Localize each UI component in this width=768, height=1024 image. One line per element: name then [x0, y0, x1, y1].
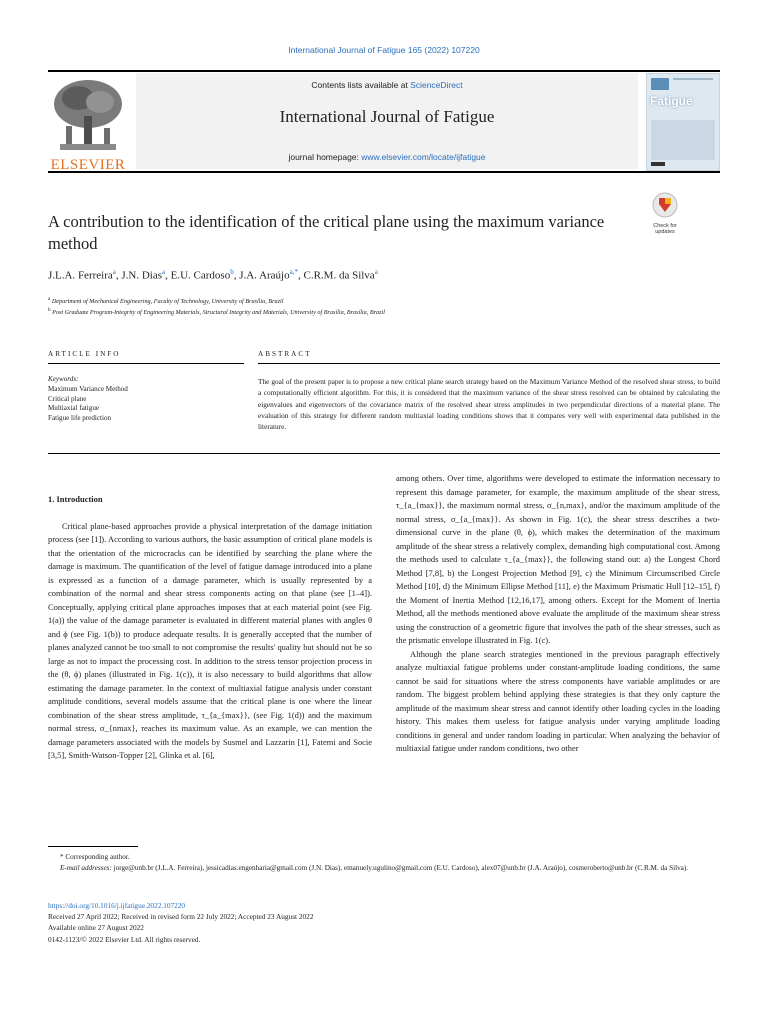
masthead-bottom-rule	[48, 171, 720, 173]
elsevier-logo	[48, 76, 128, 173]
affiliation-mark: b	[48, 307, 51, 313]
author-name: E.U. Cardoso	[170, 269, 231, 282]
journal-reference-link[interactable]: International Journal of Fatigue 165 (2022) 107220	[288, 45, 480, 55]
body-column-left	[48, 493, 372, 763]
check-for-updates-badge[interactable]	[648, 192, 682, 235]
publication-meta	[48, 900, 720, 945]
keyword-item: Fatigue life prediction	[48, 414, 112, 423]
article-info-heading: ARTICLE INFO	[48, 350, 121, 358]
abstract-text: The goal of the present paper is to propose a new critical plane search strategy based on the Maximum Variance Method of the resolved shear stress, to build a computationally efficient algorithm. For this, it is considered that the maximum variance of the shear stress resolved can be obtained by calculating the eigenvalues and eigenvectors of the covariance matrix of the resolved shear stress amplitudes in two perpendicular directions of a material plane. The evaluation of this strategy for different random multiaxial loading conditions shows that it compares very well with experimental data published in the literature.	[258, 377, 720, 432]
body-column-right	[396, 472, 720, 756]
affiliation-text: Department of Mechanical Engineering, Faculty of Technology, University of Brasília, Brazil	[51, 298, 284, 306]
journal-cover-thumbnail[interactable]	[646, 73, 720, 171]
email-addresses	[48, 863, 720, 874]
keyword-item: Critical plane	[48, 394, 87, 403]
available-online: Available online 27 August 2022	[48, 923, 144, 933]
check-updates-label: Check for updates	[653, 223, 677, 235]
masthead-top-rule	[48, 70, 720, 72]
contents-prefix: Contents lists available at	[311, 80, 411, 90]
contents-line	[136, 80, 638, 90]
cover-publisher-mark	[651, 162, 665, 166]
homepage-link[interactable]: www.elsevier.com/locate/ijfatigue	[361, 152, 486, 162]
cover-line	[673, 78, 713, 80]
author-name: J.L.A. Ferreira	[48, 269, 113, 282]
homepage-line	[136, 152, 638, 162]
body-paragraph: Critical plane-based approaches provide a physical interpretation of the damage initiation process (see [1]). According to various authors, the basic assumption of critical plane models is that the orientation of the microcracks can be identified by searching the plane where the damage is maximum. The quantification of the level of fatigue damage introduced into a plane is expressed as a function of a damage parameter, which is usually represented by a combination of the normal and shear stress components acting on that plane (see [1–4]). Conceptually, applying critical plane approaches imposes that at each material point (see Fig. 1(a)) the value of the damage parameter is evaluated in different material planes with angles θ and ϕ (see Fig. 1(b)) to produce adequate results. It is generally accepted that the number of planes analyzed cannot be too small to not compromise the results' quality but should not be so large as not to impact the processing cost. In addition to the stress tensor projection process in the (θ, ϕ) planes (illustrated in Fig. 1(c)), it is also necessary to build algorithms that allow estimating the damage parameter. In the context of multiaxial fatigue analysis under constant amplitude conditions, several models assume that the critical plane is one where the linear combination of the shear stress amplitude, τ_{a_{max}}, (see Fig. 1(d)) and the maximum normal stress, σ_{nmax}, reaches its maximum value. As an example, we can mention the damage parameters associated with the models by Susmel and Lazzarin [1], Fatemi and Socie [3,5], Smith-Watson-Topper [2], Glinka et al. [6],	[48, 520, 372, 760]
keyword-item: Maximum Variance Method	[48, 384, 128, 393]
received-dates: Received 27 April 2022; Received in revised form 22 July 2022; Accepted 23 August 2022	[48, 912, 314, 922]
body-paragraph: Although the plane search strategies mentioned in the previous paragraph effectively analyze multiaxial fatigue problems under constant-amplitude loading conditions, the same cannot be said for situations where the stress components have variable amplitudes or are random. The biggest problem behind applying these strategies is that they only capture the amplitude of the maximum shear stress and cannot identify other loading cycles in the loading history. This makes them useless for fatigue analysis under varying amplitude loading conditions in general and under random loading in particular. When analyzing the behavior of multiaxial fatigue under random conditions, two other	[396, 648, 720, 753]
journal-title: International Journal of Fatigue	[279, 107, 495, 126]
section-heading-introduction: 1. Introduction	[48, 494, 103, 504]
author-name: C.R.M. da Silva	[303, 269, 375, 282]
footnote-rule	[48, 846, 138, 847]
cover-title-word: Fatigue	[650, 94, 693, 108]
author-affiliation-mark[interactable]: a	[112, 268, 116, 276]
copyright-line: 0142-1123/© 2022 Elsevier Ltd. All rights reserved.	[48, 934, 201, 944]
author-affiliation-mark[interactable]: a	[162, 268, 166, 276]
affiliation-b	[48, 307, 708, 316]
author-name: J.A. Araújo	[239, 269, 290, 282]
article-info-rule	[48, 363, 244, 364]
abstract-heading: ABSTRACT	[258, 350, 312, 358]
abstract-bottom-rule	[48, 453, 720, 454]
corresponding-author-note: * Corresponding author.	[60, 853, 130, 861]
footnotes	[48, 852, 720, 874]
keywords-label: Keywords:	[48, 375, 79, 383]
homepage-prefix: journal homepage:	[288, 152, 362, 162]
cover-logo-icon	[651, 78, 669, 90]
doi-link[interactable]: https://doi.org/10.1016/j.ijfatigue.2022.107220	[48, 901, 186, 910]
author-affiliation-mark[interactable]: a	[374, 268, 378, 276]
body-paragraph: among others. Over time, algorithms were developed to estimate the information necessary to represent this damage parameter, for example, the maximum amplitude of the shear stress, τ_{a_{max}}, the maximum normal stress, σ_{n,max}, and/or the maximum amplitude of the normal stress, σ_{a_{max}}. As shown in Fig. 1(c), the shear stress describes a two-dimensional curve in the plane (θ, ϕ), which makes the determination of the maximum amplitude of the shear stress a relatively complex, demanding high computational cost. Among the methods used to calculate τ_{a_{max}}, the following stand out: a) the Longest Chord Method [7,8], b) the Longest Projection Method [9], c) the Minimum Circumscribed Circle Method [10], d) the Minimum Ellipse Method [11], e) the Maximum Prismatic Hull [12–15], f) the Moment of Inertia Method [12,16,17], among others. Except for the Moment of Inertia Method, all the methods mentioned above evaluate the amplitude of the maximum shear stress using the construction of a geometric figure that involves the path of the shear stresses, such as the prismatic envelope illustrated in Fig. 1(c).	[396, 473, 720, 645]
author-name: J.N. Dias	[121, 269, 163, 282]
publisher-wordmark: ELSEVIER	[50, 157, 126, 173]
email-list[interactable]: jorge@unb.br (J.L.A. Ferreira), jessicadias.engenharia@gmail.com (J.N. Dias), emanuely.ugulino@gmail.com (E.U. Cardoso), alex07@unb.br (J.A. Araújo), cosmeroberto@unb.br (C.R.M. da Silva).	[113, 864, 689, 873]
keyword-item: Multiaxial fatigue	[48, 404, 100, 413]
elsevier-tree-icon	[48, 76, 128, 154]
article-title: A contribution to the identification of the critical plane using the maximum variance method	[48, 212, 605, 253]
affiliation-a	[48, 296, 708, 305]
email-label: E-mail addresses:	[60, 864, 112, 873]
author-affiliation-mark[interactable]: a,*	[289, 268, 298, 276]
cover-panel	[651, 120, 715, 160]
check-updates-icon	[648, 192, 682, 218]
sciencedirect-link[interactable]: ScienceDirect	[410, 80, 463, 90]
abstract-rule	[258, 363, 720, 364]
author-affiliation-mark[interactable]: b	[230, 268, 234, 276]
keywords-block	[48, 375, 238, 424]
affiliation-text: Post Graduate Program-Integrity of Engineering Materials, Structural Integrity and Materials, University of Brasília, Brasília, Brazil	[52, 309, 385, 317]
affiliation-mark: a	[48, 296, 51, 302]
author-list: J.L.A. Ferreira$^a$, J.N. Dias$^a$, E.U. Cardoso$^b$, J.A. Araújo$^{a,*}$, C.R.M. da Silva$^a$	[48, 268, 378, 282]
